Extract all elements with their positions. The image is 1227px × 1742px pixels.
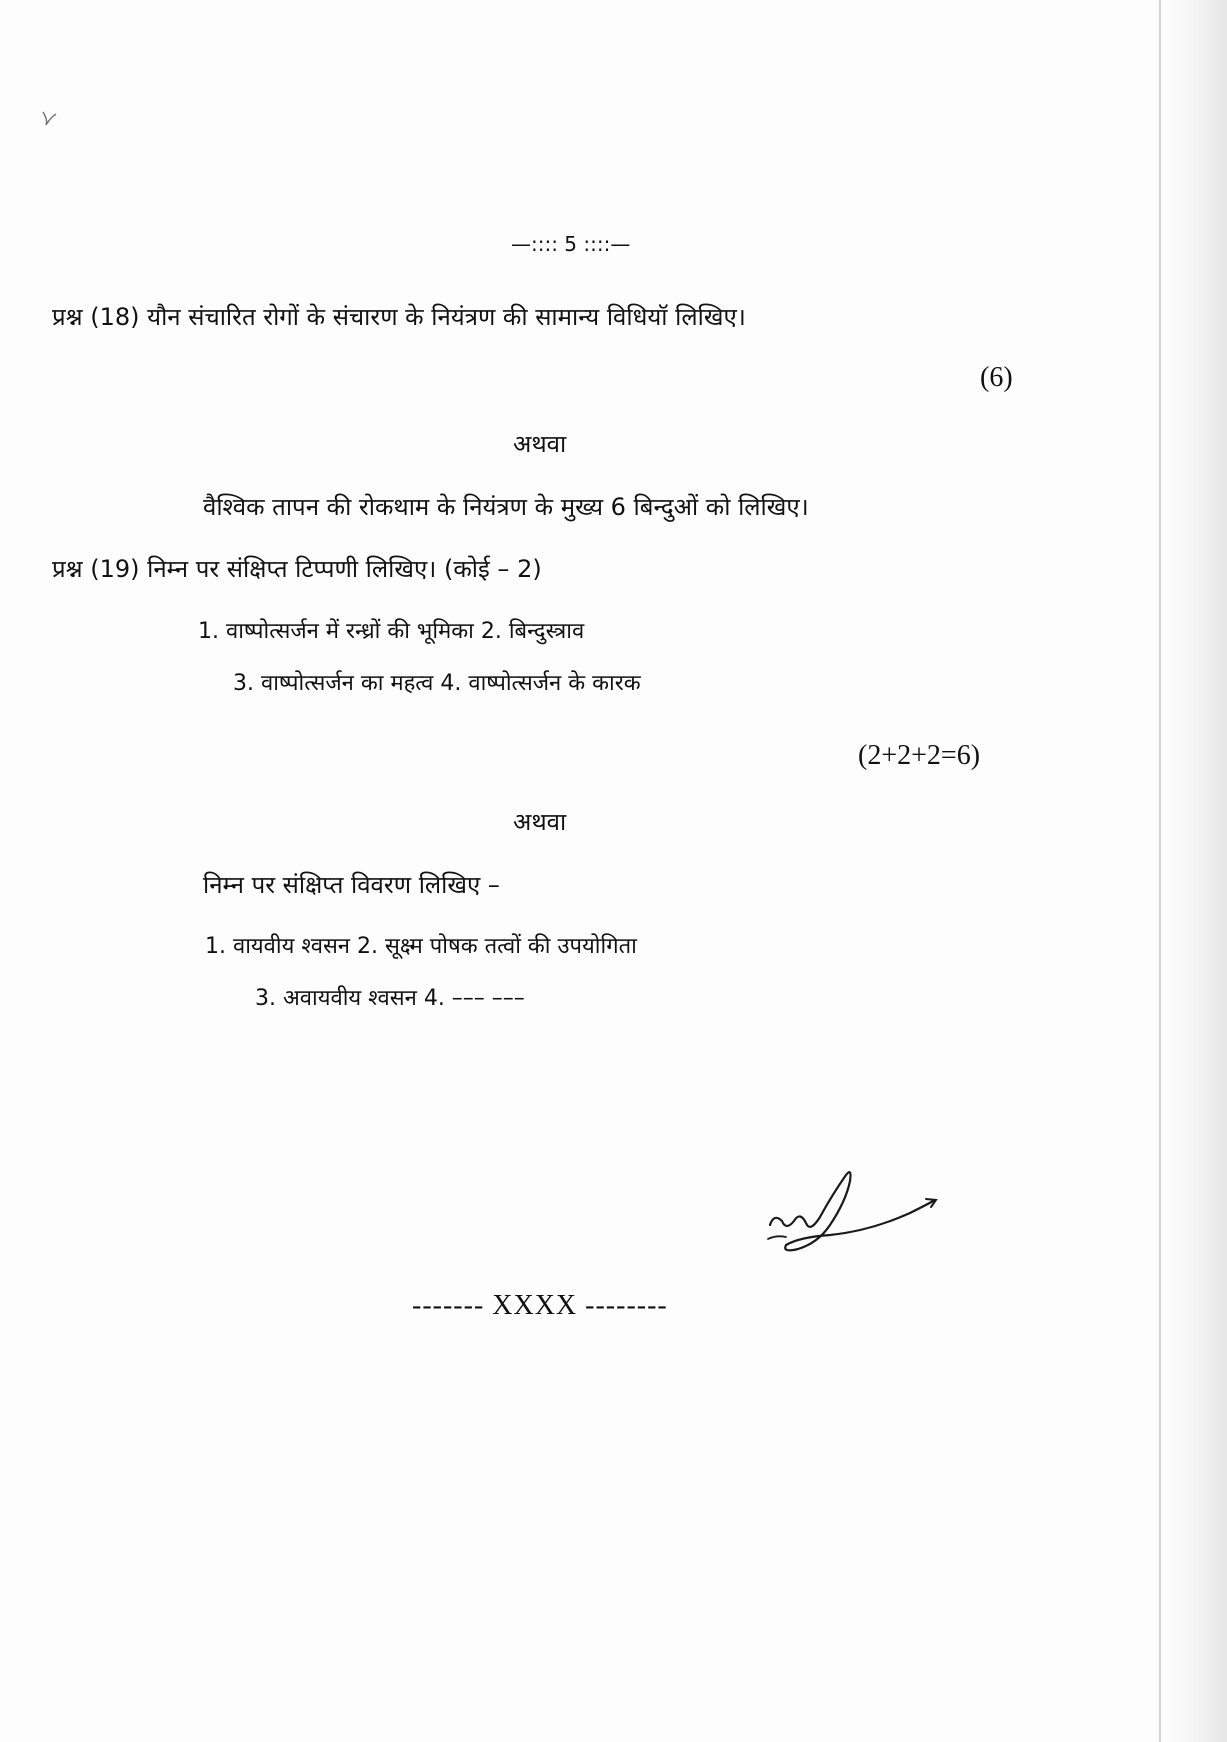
page-number: —:::: 5 ::::— <box>511 232 631 256</box>
question-19-marks: (2+2+2=6) <box>858 740 981 771</box>
question-19-or: अथवा <box>513 808 567 836</box>
question-19-items-line-1: 1. वाष्पोत्सर्जन में रन्ध्रों की भूमिका 2. बिन्दुस्त्राव <box>198 619 585 644</box>
question-18: प्रश्न (18) यौन संचारित रोगों के संचारण के नियंत्रण की सामान्य विधियॉ लिखिए। <box>52 303 746 331</box>
end-of-paper-mark: ------- XXXX -------- <box>412 1290 668 1321</box>
question-19: प्रश्न (19) निम्न पर संक्षिप्त टिप्पणी लिखिए। (कोई – 2) <box>52 555 542 583</box>
question-19-alternative: निम्न पर संक्षिप्त विवरण लिखिए – <box>203 871 500 899</box>
question-18-alternative: वैश्विक तापन की रोकथाम के नियंत्रण के मुख्य 6 बिन्दुओं को लिखिए। <box>203 493 809 521</box>
page-edge-line <box>1159 0 1161 1742</box>
question-19-alt-line-2: 3. अवायवीय श्वसन 4. ––– ––– <box>255 986 525 1011</box>
page-edge-shadow <box>1157 0 1227 1742</box>
question-19-alt-line-1: 1. वायवीय श्वसन 2. सूक्ष्म पोषक तत्वों की उपयोगिता <box>205 934 637 959</box>
question-19-items-line-2: 3. वाष्पोत्सर्जन का महत्व 4. वाष्पोत्सर्जन के कारक <box>233 671 641 696</box>
scan-speck <box>40 108 60 128</box>
question-18-or: अथवा <box>513 430 567 458</box>
handwritten-signature <box>760 1165 960 1285</box>
question-18-marks: (6) <box>980 362 1013 393</box>
